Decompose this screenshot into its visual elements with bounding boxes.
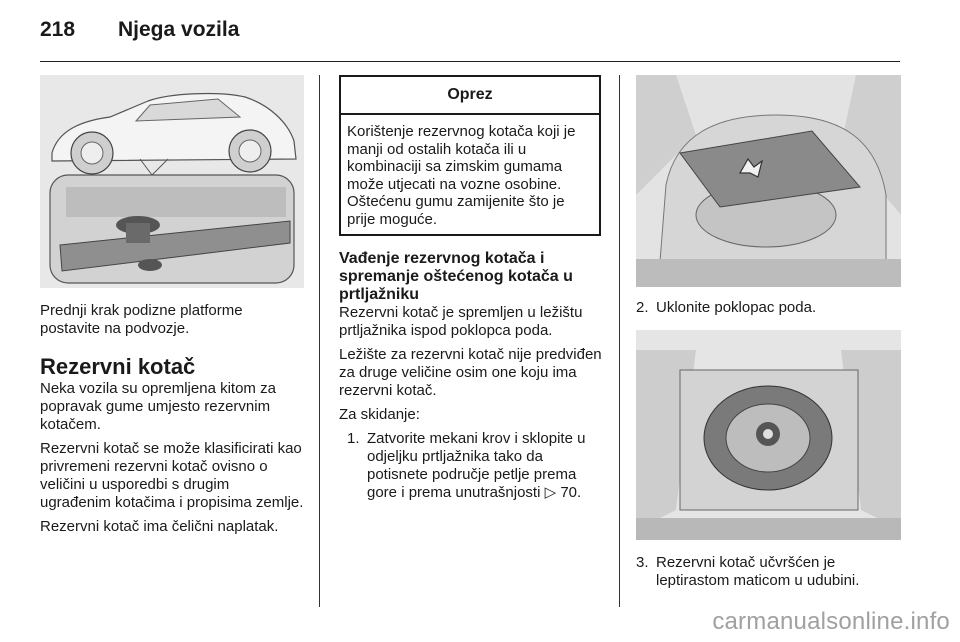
page-header [40, 18, 239, 48]
caution-title: Oprez [341, 77, 599, 115]
caution-box [339, 75, 601, 236]
paragraph-1: Neka vozila su opremljena kitom za popravak gume umjesto rezervnim kotačem. [40, 380, 276, 433]
paragraph-2: Rezervni kotač se može klasificirati kao privremeni rezervni kotač ovisno o veličini u usporedbi s drugim ugrađenim kotačima i propisima zemlje. [40, 440, 304, 511]
paragraph-1: Rezervni kotač je spremljen u ležištu prtljažnika ispod poklopca poda. [339, 304, 583, 339]
step-text [367, 430, 605, 502]
subsection-heading: Vađenje rezervnog kotača i spremanje oštećenog kotača u prtljažniku [339, 250, 573, 303]
step-text: Rezervni kotač učvršćen je leptirastom maticom u udubini. [656, 554, 860, 589]
chapter-title: Njega vozila [118, 18, 240, 41]
header-rule [40, 61, 900, 62]
page-reference-icon: ▷ [544, 484, 557, 501]
step-1 [339, 430, 605, 502]
page-reference[interactable]: 70. [560, 484, 582, 501]
paragraph-2: Ležište za rezervni kotač nije predviđen za druge veličine osim one koju ima rezervni kotač. [339, 346, 602, 399]
watermark-text: carmanualsonline.info [712, 608, 950, 635]
step-2 [636, 299, 901, 317]
column-divider-2 [619, 75, 620, 607]
figure-caption: Prednji krak podizne platforme postavite na podvozje. [40, 302, 243, 337]
step-3 [636, 554, 901, 590]
step-number: 3. [636, 554, 649, 571]
step-number: 1. [347, 430, 360, 447]
column-left [40, 75, 304, 536]
page-number: 218 [40, 18, 76, 41]
section-heading: Rezervni kotač [40, 354, 196, 379]
caution-text: Korištenje rezervnog kotača koji je manji od ostalih kotača ili u kombinaciji sa zimskim gumama može utjecati na vozne osobine. Oštećenu gumu zamijenite što je prije moguće. [347, 123, 576, 228]
column-middle [339, 75, 605, 502]
column-divider-1 [319, 75, 320, 607]
trunk-floor-cover-illustration [636, 75, 901, 287]
car-lift-illustration [40, 75, 304, 288]
step-text-body: Zatvorite mekani krov i sklopite u odjeljku prtljažnika tako da potisnete područje petlje prema gore i prema unutrašnjosti [367, 430, 586, 501]
paragraph-3: Za skidanje: [339, 406, 420, 423]
step-number: 2. [636, 299, 649, 316]
step-text: Uklonite poklopac poda. [656, 299, 817, 316]
paragraph-3: Rezervni kotač ima čelični naplatak. [40, 518, 279, 535]
column-right [636, 75, 901, 590]
spare-wheel-well-illustration [636, 330, 901, 540]
